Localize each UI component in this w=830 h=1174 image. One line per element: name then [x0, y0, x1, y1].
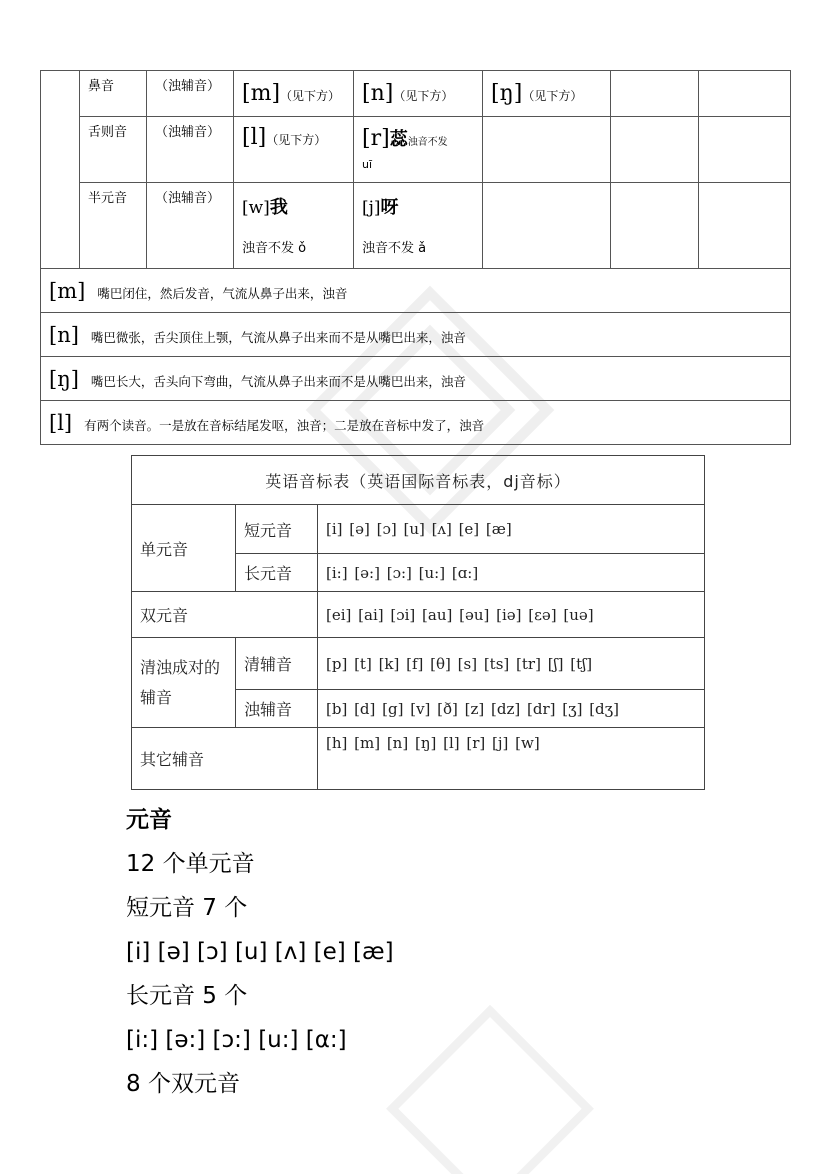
symbol-cell [483, 71, 611, 117]
symbol-note: （见下方） [266, 133, 327, 147]
description-row [41, 401, 791, 445]
ipa-line: [i:] [ə:] [ɔ:] [u:] [α:] [126, 1027, 347, 1053]
monophthong-label: 单元音 [140, 539, 189, 559]
voicing-label: （浊辅音） [155, 191, 221, 206]
description-cell [41, 269, 791, 313]
diphthong-symbols: [ei] [ai] [ɔi] [au] [əu] [iə] [εə] [uə] [326, 605, 594, 624]
group-cell [41, 71, 80, 269]
symbol-cell [354, 117, 483, 183]
symbol-cell [234, 71, 354, 117]
description-cell [41, 357, 791, 401]
chart-title-text: 英语音标表（英语国际音标表，dj音标） [265, 471, 571, 491]
table-row [41, 117, 791, 183]
table-row [132, 638, 705, 690]
empty-cell [699, 117, 791, 183]
other-consonant-label: 其它辅音 [140, 750, 205, 769]
diphthong-label: 双元音 [140, 606, 189, 625]
section-heading: 元音 [126, 807, 172, 833]
description-text: 嘴巴闭住，然后发音，气流从鼻子出来，浊音 [97, 285, 348, 301]
text-line: 8 个双元音 [126, 1071, 240, 1097]
voicing-label: （浊辅音） [155, 79, 221, 94]
ipa-symbol: [l] [242, 125, 267, 150]
vowel-notes [126, 798, 394, 1106]
ipa-symbol: [r] [362, 126, 390, 151]
other-consonant-values [318, 728, 705, 790]
symbol-cell [354, 183, 483, 269]
sound-type-label: 鼻音 [88, 79, 115, 94]
sound-type-label: 舌则音 [88, 125, 128, 140]
symbol-note: 浊音不发 [407, 137, 448, 148]
empty-cell [611, 183, 699, 269]
text-line: 长元音 5 个 [126, 983, 248, 1009]
paired-consonant-label-cell [132, 638, 236, 728]
description-row [41, 357, 791, 401]
table-row [132, 728, 705, 790]
voiced-values [318, 690, 705, 728]
empty-cell [611, 71, 699, 117]
voiceless-label: 清辅音 [244, 655, 293, 674]
voiced-label-cell [236, 690, 318, 728]
chinese-character: 我 [269, 197, 288, 218]
ipa-symbol: [m] [242, 80, 281, 106]
watermark-graphic-bottom [380, 1000, 600, 1174]
voicing-label: （浊辅音） [155, 125, 221, 140]
short-vowel-label-cell [236, 505, 318, 554]
short-vowel-values [318, 505, 705, 554]
symbol-cell [234, 117, 354, 183]
description-text: 嘴巴长大，舌头向下弯曲，气流从鼻子出来而不是从嘴巴出来，浊音 [90, 373, 466, 389]
long-vowel-symbols: [i:] [ə:] [ɔ:] [u:] [ɑ:] [326, 563, 479, 582]
pronunciation-note: 浊音不发 ǎ [362, 241, 427, 256]
voiced-symbols: [b] [d] [g] [v] [ð] [z] [dz] [dr] [ʒ] [dʒ] [326, 699, 619, 718]
description-text: 嘴巴微张，舌尖顶住上颚，气流从鼻子出来而不是从嘴巴出来，浊音 [90, 329, 466, 345]
symbol-note: （见下方） [522, 88, 583, 103]
other-consonant-symbols: [h] [m] [n] [ŋ] [l] [r] [j] [w] [326, 734, 540, 752]
other-consonant-label-cell [132, 728, 318, 790]
description-cell [41, 401, 791, 445]
text-line: 12 个单元音 [126, 851, 255, 877]
sound-type-cell [80, 183, 147, 269]
symbol-cell [234, 183, 354, 269]
ipa-symbol: [n] [49, 322, 79, 347]
table-row [41, 183, 791, 269]
description-text: 有两个读音。一是放在音标结尾发呕，浊音；二是放在音标中发了，浊音 [84, 417, 485, 433]
text-line: 短元音 7 个 [126, 895, 248, 921]
table-row [41, 71, 791, 117]
symbol-note: （见下方） [393, 88, 454, 103]
table-row [132, 592, 705, 638]
voiced-label: 浊辅音 [244, 700, 293, 719]
consonant-detail-table [40, 70, 791, 445]
chinese-character: 蕊 [389, 129, 408, 150]
ipa-symbol: [l] [49, 410, 73, 435]
description-row [41, 269, 791, 313]
table-row [132, 456, 705, 505]
sound-type-cell [80, 117, 147, 183]
empty-cell [483, 183, 611, 269]
ipa-chart-table [131, 455, 705, 790]
sound-type-label: 半元音 [88, 191, 128, 206]
chart-title [132, 456, 705, 505]
voiceless-label-cell [236, 638, 318, 690]
sound-type-cell [80, 71, 147, 117]
ipa-symbol: [j] [362, 198, 381, 218]
voiceless-symbols: [p] [t] [k] [f] [θ] [s] [ts] [tr] [ʃ] [tʃ] [326, 654, 593, 673]
voicing-cell [147, 117, 234, 183]
empty-cell [699, 183, 791, 269]
table-row [132, 505, 705, 554]
pronunciation-note: 浊音不发 ǒ [242, 241, 307, 256]
symbol-cell [354, 71, 483, 117]
diphthong-label-cell [132, 592, 318, 638]
ipa-symbol: [ŋ] [49, 366, 79, 391]
chinese-character: 呀 [380, 197, 399, 218]
empty-cell [611, 117, 699, 183]
ipa-symbol: [m] [49, 278, 86, 303]
ipa-symbol: [ŋ] [491, 80, 523, 106]
empty-cell [483, 117, 611, 183]
empty-cell [699, 71, 791, 117]
voiceless-values [318, 638, 705, 690]
pinyin-note: uī [362, 158, 373, 171]
short-vowel-label: 短元音 [244, 520, 293, 540]
description-cell [41, 313, 791, 357]
symbol-note: （见下方） [280, 88, 341, 103]
long-vowel-values [318, 554, 705, 592]
ipa-symbol: [n] [362, 80, 394, 106]
diphthong-values [318, 592, 705, 638]
paired-consonant-label: 清浊成对的辅音 [140, 657, 221, 707]
description-row [41, 313, 791, 357]
monophthong-label-cell [132, 505, 236, 592]
voicing-cell [147, 71, 234, 117]
long-vowel-label-cell [236, 554, 318, 592]
short-vowel-symbols: [i] [ə] [ɔ] [u] [ʌ] [e] [æ] [326, 520, 512, 538]
long-vowel-label: 长元音 [244, 564, 293, 583]
voicing-cell [147, 183, 234, 269]
ipa-line: [i] [ə] [ɔ] [u] [ʌ] [e] [æ] [126, 939, 394, 965]
ipa-symbol: [w] [242, 198, 270, 218]
